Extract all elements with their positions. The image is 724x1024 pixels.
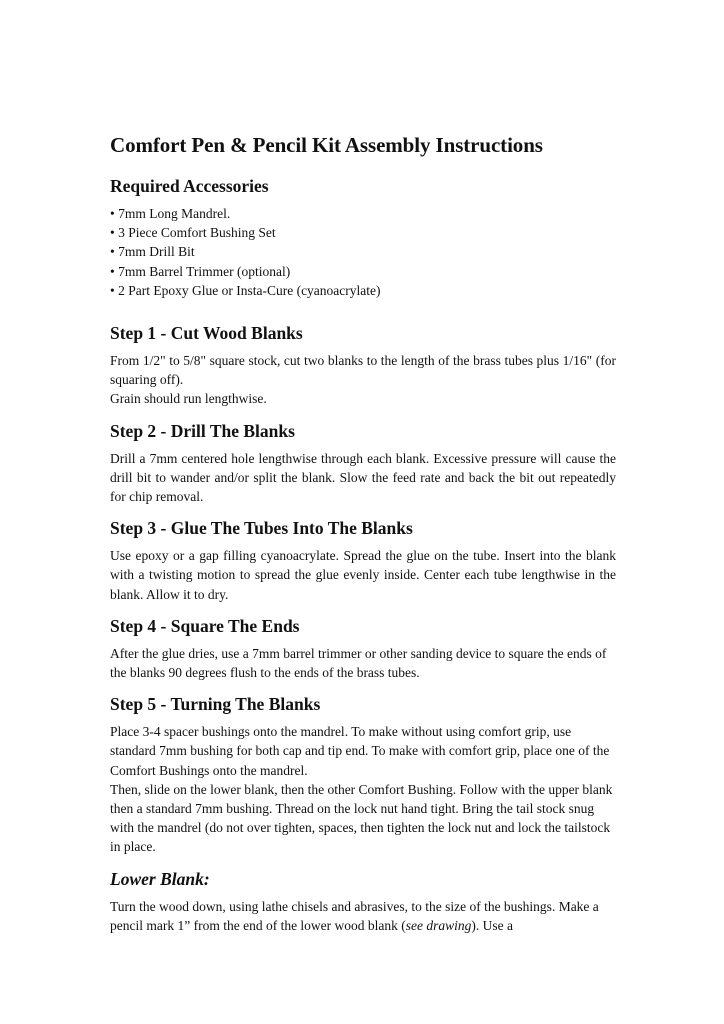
step-3-text: Use epoxy or a gap filling cyanoacrylate. Spread the glue on the tube. Insert into the blank with a twisting motion to spread the glue evenly inside. Center each tube lengthwise in the blank. Allow it to dry. [110, 548, 616, 602]
step-5-section [110, 692, 616, 856]
accessory-item: • 7mm Drill Bit [110, 242, 616, 261]
accessory-item: • 2 Part Epoxy Glue or Insta-Cure (cyanoacrylate) [110, 281, 616, 300]
accessories-heading: Required Accessories [110, 176, 269, 196]
step-1-text-2: Grain should run lengthwise. [110, 391, 267, 407]
spacer [110, 857, 616, 867]
step-1-section [110, 321, 616, 409]
step-2-text: Drill a 7mm centered hole lengthwise through each blank. Excessive pressure will cause the drill bit to wander and/or split the blank. Slow the feed rate and back the bit out repeatedly for chip removal. [110, 450, 616, 505]
accessory-item: • 7mm Barrel Trimmer (optional) [110, 262, 616, 281]
spacer [110, 506, 616, 516]
step-3-section [110, 516, 616, 604]
step-2-heading: Step 2 - Drill The Blanks [110, 420, 295, 441]
lower-blank-text [110, 897, 616, 935]
step-4-section [110, 614, 616, 682]
accessories-section [110, 174, 616, 300]
accessory-item: • 3 Piece Comfort Bushing Set [110, 223, 616, 242]
lower-blank-text-start: Turn the wood down, using lathe chisels and abrasives, to the size of the bushings. Make a pencil mark 1” from the end of the lower wood blank ( [110, 898, 599, 933]
lower-blank-section [110, 867, 616, 935]
lower-blank-text-end: ). Use a [471, 917, 514, 933]
spacer [110, 604, 616, 614]
page-title: Comfort Pen & Pencil Kit Assembly Instructions [110, 133, 543, 157]
step-5-heading: Step 5 - Turning The Blanks [110, 694, 321, 715]
step-4-heading: Step 4 - Square The Ends [110, 615, 300, 636]
step-5-text-2: Then, slide on the lower blank, then the other Comfort Bushing. Follow with the upper blank then a standard 7mm bushing. Thread on the lock nut hand tight. Bring the tail stock snug with the mandrel (do not over tighten, spaces, then tighten the lock nut and lock the tailstock in place. [110, 781, 613, 855]
accessory-item: • 7mm Long Mandrel. [110, 204, 616, 223]
spacer [110, 300, 616, 321]
lower-blank-heading: Lower Blank: [110, 868, 210, 889]
step-3-heading: Step 3 - Glue The Tubes Into The Blanks [110, 518, 413, 539]
step-1-heading: Step 1 - Cut Wood Blanks [110, 323, 303, 344]
step-1-text: From 1/2" to 5/8" square stock, cut two blanks to the length of the brass tubes plus 1/16" (for squaring off). [110, 353, 616, 388]
spacer [110, 682, 616, 692]
accessories-list [110, 204, 616, 300]
step-5-text: Place 3-4 spacer bushings onto the mandrel. To make without using comfort grip, use standard 7mm bushing for both cap and tip end. To make with comfort grip, place one of the Comfort Bushings onto the mandrel. [110, 724, 610, 778]
step-4-text: After the glue dries, use a 7mm barrel trimmer or other sanding device to square the ends of the blanks 90 degrees flush to the ends of the brass tubes. [110, 645, 607, 681]
step-2-section [110, 419, 616, 507]
see-drawing-reference: see drawing [405, 917, 472, 933]
spacer [110, 409, 616, 419]
instruction-page [110, 130, 616, 935]
